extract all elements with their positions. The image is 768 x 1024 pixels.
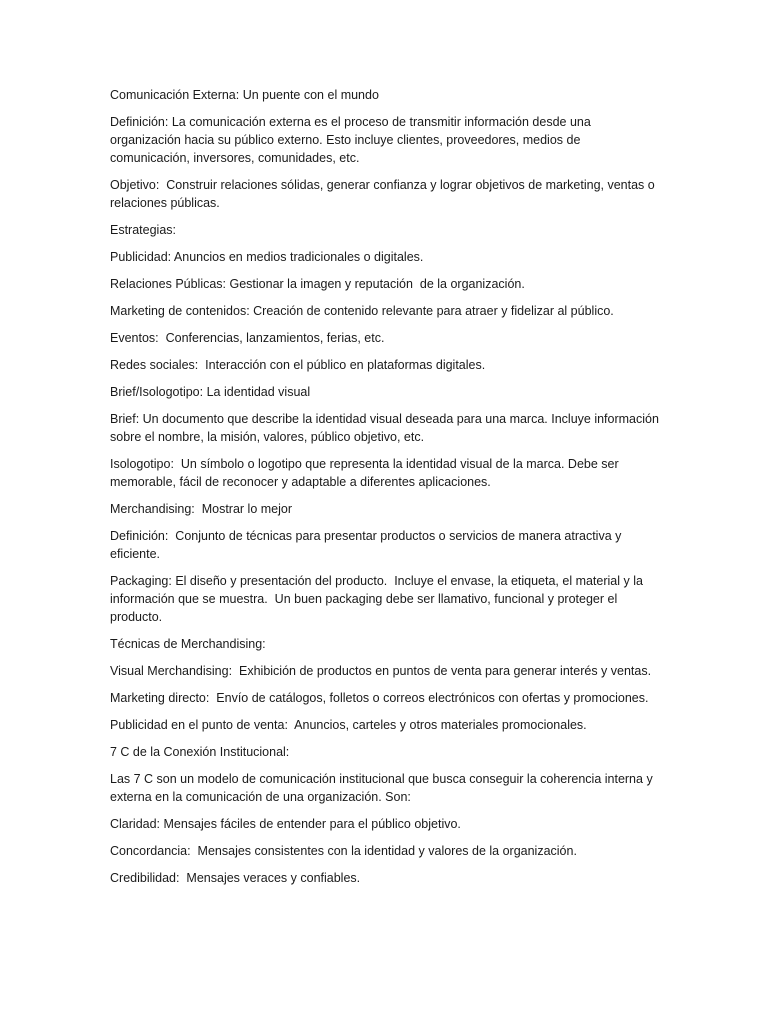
paragraph-isologotipo: Isologotipo: Un símbolo o logotipo que representa la identidad visual de la marca. Debe ser memorable, fácil de reconocer y adaptable a diferentes aplicaciones. [110,457,623,489]
paragraph-brief: Brief: Un documento que describe la identidad visual deseada para una marca. Incluye información sobre el nombre, la misión, valores, público objetivo, etc. [110,412,663,444]
paragraph-definicion-comunicacion: Definición: La comunicación externa es el proceso de transmitir información desde una organización hacia su público externo. Esto incluye clientes, proveedores, medios de comunicación, inversores, comunidades, etc. [110,115,595,165]
paragraph-packaging: Packaging: El diseño y presentación del producto. Incluye el envase, la etiqueta, el material y la información que se muestra. Un buen packaging debe ser llamativo, funcional y proteger el producto. [110,574,647,624]
paragraph-objetivo: Objetivo: Construir relaciones sólidas, generar confianza y lograr objetivos de marketing, ventas o relaciones públicas. [110,178,659,210]
paragraph-claridad: Claridad: Mensajes fáciles de entender para el público objetivo. [110,817,461,831]
paragraph-marketing-contenidos: Marketing de contenidos: Creación de contenido relevante para atraer y fidelizar al público. [110,304,614,318]
paragraph-publicidad-punto-venta: Publicidad en el punto de venta: Anuncios, carteles y otros materiales promocionales. [110,718,587,732]
paragraph-relaciones-publicas: Relaciones Públicas: Gestionar la imagen y reputación de la organización. [110,277,525,291]
paragraph-7c-intro: Las 7 C son un modelo de comunicación institucional que busca conseguir la coherencia interna y externa en la comunicación de una organización. Son: [110,772,657,804]
paragraph-visual-merchandising: Visual Merchandising: Exhibición de productos en puntos de venta para generar interés y ventas. [110,664,652,678]
paragraph-concordancia: Concordancia: Mensajes consistentes con la identidad y valores de la organización. [110,844,577,858]
section-title-merchandising: Merchandising: Mostrar lo mejor [110,502,293,516]
section-title-7c: 7 C de la Conexión Institucional: [110,745,290,759]
paragraph-credibilidad: Credibilidad: Mensajes veraces y confiables. [110,871,361,885]
heading-estrategias: Estrategias: [110,223,177,237]
section-title-comunicacion-externa: Comunicación Externa: Un puente con el mundo [110,88,379,102]
paragraph-publicidad: Publicidad: Anuncios en medios tradicionales o digitales. [110,250,424,264]
paragraph-marketing-directo: Marketing directo: Envío de catálogos, folletos o correos electrónicos con ofertas y promociones. [110,691,649,705]
paragraph-redes-sociales: Redes sociales: Interacción con el público en plataformas digitales. [110,358,486,372]
paragraph-eventos: Eventos: Conferencias, lanzamientos, ferias, etc. [110,331,385,345]
heading-tecnicas-merchandising: Técnicas de Merchandising: [110,637,266,651]
section-title-brief-isologotipo: Brief/Isologotipo: La identidad visual [110,385,311,399]
paragraph-definicion-merchandising: Definición: Conjunto de técnicas para presentar productos o servicios de manera atractiva y eficiente. [110,529,625,561]
document-body [110,86,662,896]
